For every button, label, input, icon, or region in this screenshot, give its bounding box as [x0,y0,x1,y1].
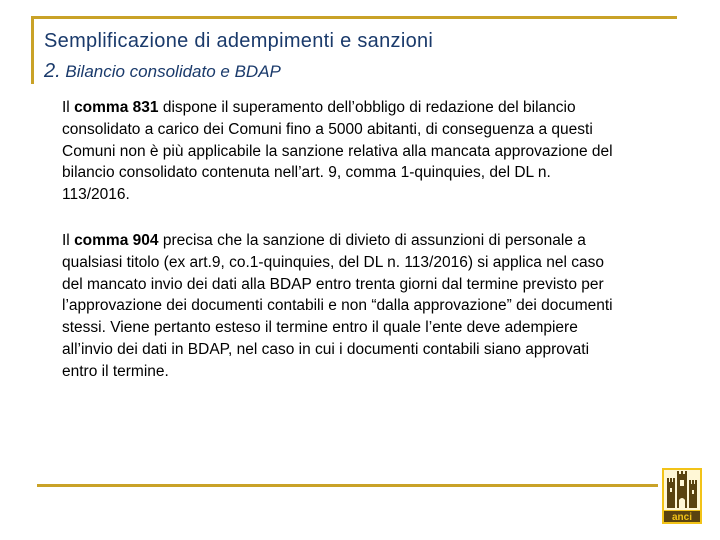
left-rule [31,16,34,84]
bottom-rule [37,484,658,487]
logo-text: anci [671,512,693,523]
subtitle-number: 2. [44,60,61,82]
paragraph-intro: Il [62,99,75,116]
slide-subtitle [44,60,281,83]
paragraph-comma-904 [62,230,622,383]
paragraph-body: precisa che la sanzione di divieto di assunzioni di personale a qualsiasi titolo (ex art.9, co.1-quinquies, del DL n. 113/2016) si applica nel caso del mancato invio dei dati alla BDAP entro trenta giorni dal termine previsto per l’approvazione dei documenti contabili e non “dalla approvazione” dei documenti stessi. Viene pertanto esteso il termine entro il quale l’ente deve adempiere all’invio dei dati in BDAP, nel caso in cui i documenti contabili siano approvati entro il termine. [62,232,613,380]
slide-title: Semplificazione di adempimenti e sanzioni [44,30,434,52]
top-rule [31,16,677,19]
paragraph-comma-831 [62,97,622,206]
paragraph-body: dispone il superamento dell’obbligo di redazione del bilancio consolidato a carico dei Comuni fino a 5000 abitanti, di conseguenza a questi Comuni non è più applicabile la sanzione relativa alla mancata approvazione del bilancio consolidato contenuta nell’art. 9, comma 1-quinquies, del DL n. 113/2016. [62,99,613,204]
paragraph-emphasis: comma 904 [74,232,159,249]
paragraph-emphasis: comma 831 [74,99,159,116]
paragraph-intro: Il [62,232,75,249]
subtitle-text: Bilancio consolidato e BDAP [65,62,281,81]
anci-logo-icon [662,468,702,524]
